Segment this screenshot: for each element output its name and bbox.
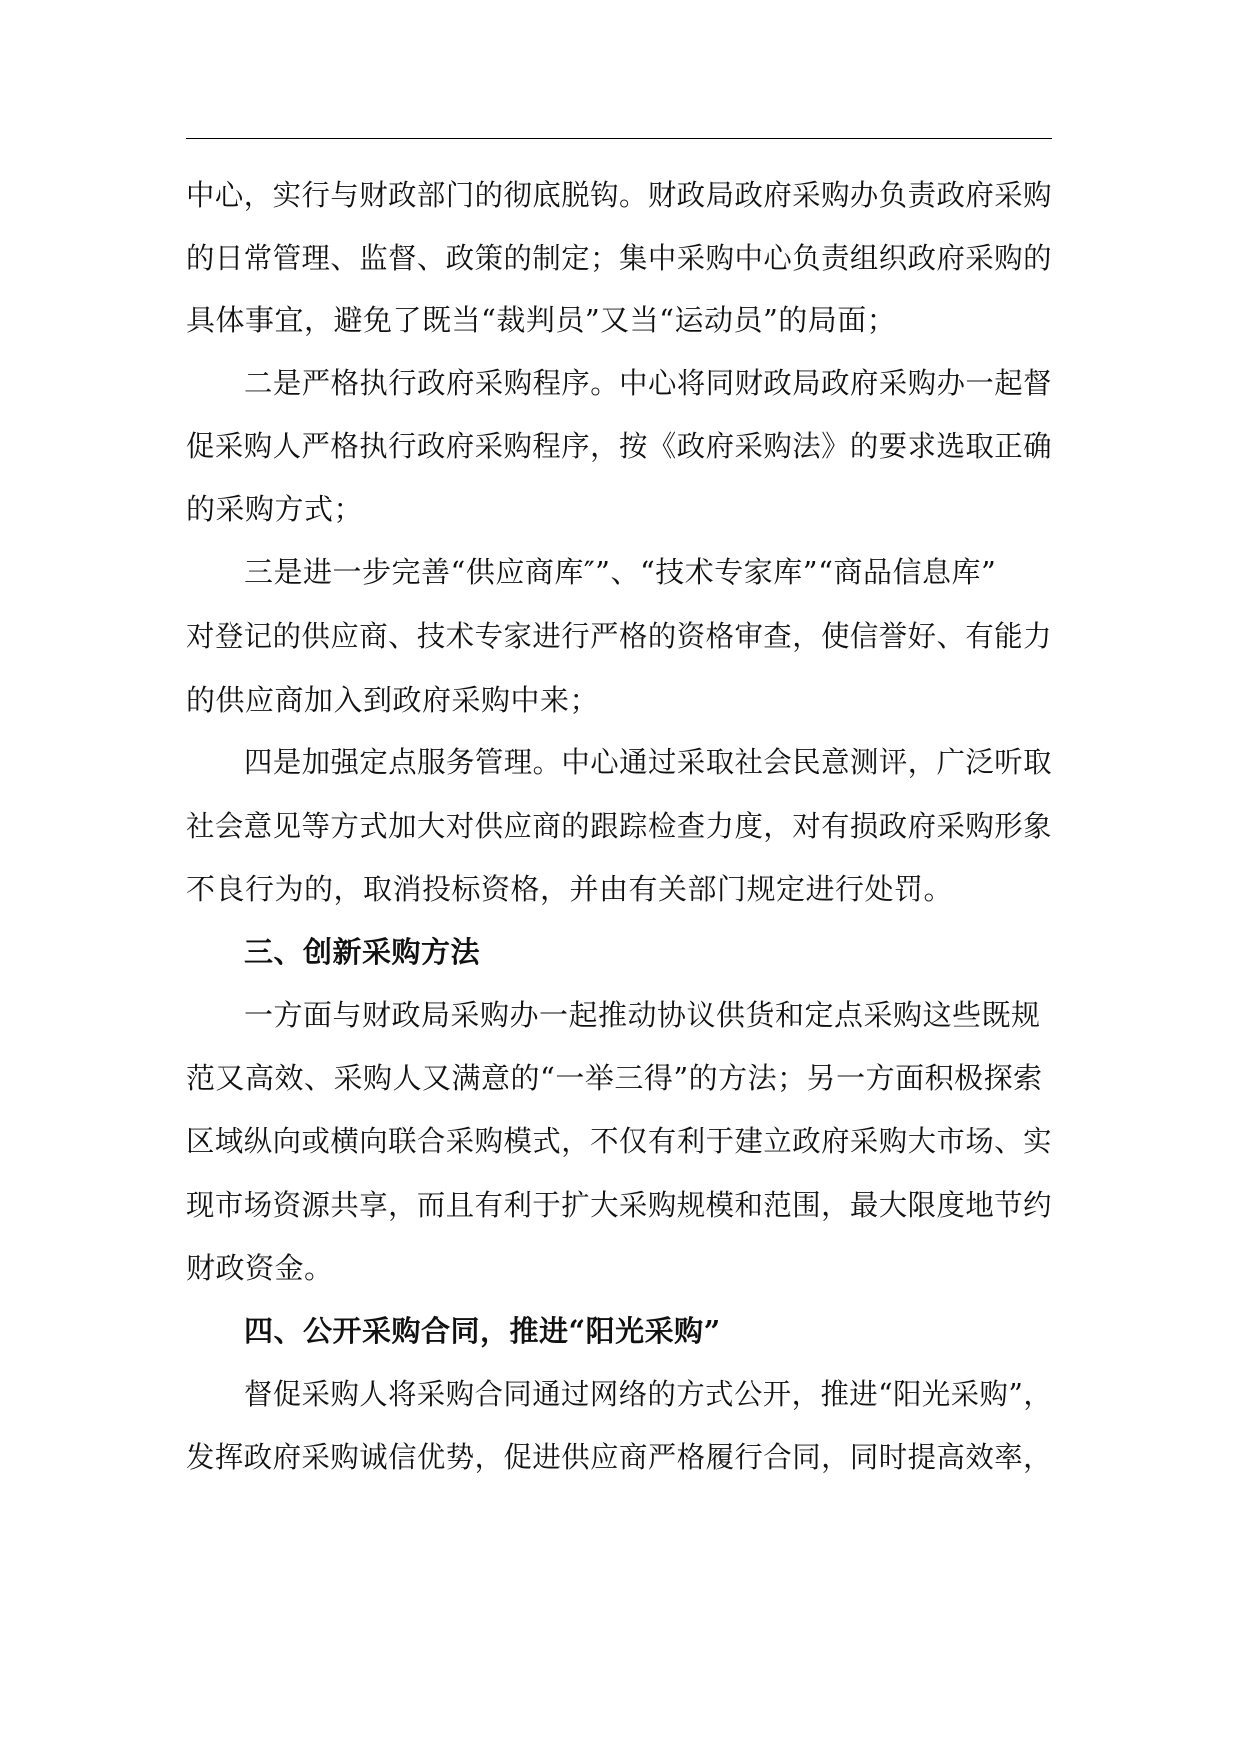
section-heading: 四、公开采购合同，推进“阳光采购” — [244, 1314, 721, 1348]
text-line: 四是加强定点服务管理。中心通过采取社会民意测评，广泛听取 — [244, 745, 1053, 779]
text-line: 的供应商加入到政府采购中来； — [186, 683, 600, 717]
text-line: 范又高效、采购人又满意的“一举三得”的方法；另一方面积极探索 — [186, 1061, 1043, 1095]
text-line: 的采购方式； — [186, 492, 364, 526]
text-line: 促采购人严格执行政府采购程序，按《政府采购法》的要求选取正确 — [186, 429, 1053, 463]
text-line: 现市场资源共享，而且有利于扩大采购规模和范围，最大限度地节约 — [186, 1188, 1053, 1222]
text-line: 督促采购人将采购合同通过网络的方式公开，推进“阳光采购”， — [244, 1377, 1053, 1411]
text-line: 的日常管理、监督、政策的制定；集中采购中心负责组织政府采购的 — [186, 241, 1053, 275]
text-line: 一方面与财政局采购办一起推动协议供货和定点采购这些既规 — [244, 998, 1041, 1032]
text-line: 对登记的供应商、技术专家进行严格的资格审查，使信誉好、有能力 — [186, 619, 1053, 653]
section-heading: 三、创新采购方法 — [244, 935, 481, 969]
text-line: 具体事宜，避免了既当“裁判员”又当“运动员”的局面； — [186, 303, 897, 337]
text-line: 三是进一步完善“供应商库″”、“技术专家库”“商品信息库” — [244, 555, 997, 589]
text-line: 社会意见等方式加大对供应商的跟踪检查力度，对有损政府采购形象 — [186, 809, 1053, 843]
text-line: 财政资金。 — [186, 1251, 334, 1285]
text-line: 不良行为的，取消投标资格，并由有关部门规定进行处罚。 — [186, 872, 954, 906]
text-line: 中心，实行与财政部门的彻底脱钩。财政局政府采购办负责政府采购 — [186, 178, 1053, 212]
header-rule — [186, 138, 1052, 139]
text-line: 发挥政府采购诚信优势，促进供应商严格履行合同，同时提高效率， — [186, 1440, 1053, 1474]
text-line: 二是严格执行政府采购程序。中心将同财政局政府采购办一起督 — [244, 366, 1053, 400]
text-line: 区域纵向或横向联合采购模式，不仅有利于建立政府采购大市场、实 — [186, 1124, 1053, 1158]
